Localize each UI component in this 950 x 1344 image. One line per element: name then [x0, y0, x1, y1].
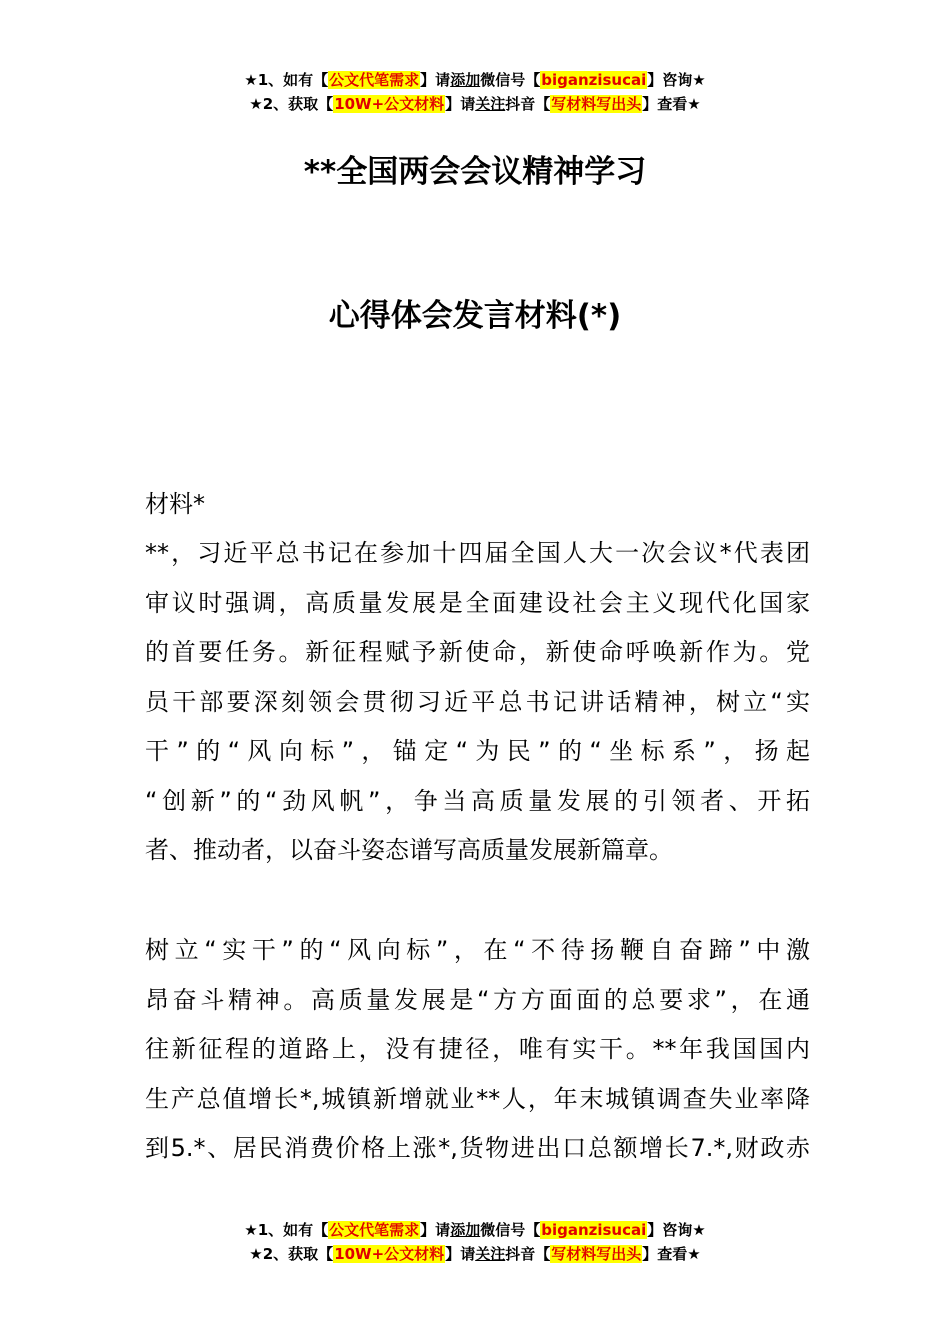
- banner-text: 抖音【: [505, 95, 551, 113]
- banner-highlight: 公文代笔需求: [329, 71, 420, 89]
- banner-text: 】咨询★: [647, 1221, 706, 1239]
- banner-text: ★1、如有【: [244, 71, 329, 89]
- text-line: 到5.*、居民消费价格上涨*,货物进出口总额增长7.*,财政赤: [145, 1134, 810, 1162]
- banner-text: 】请: [420, 1221, 451, 1239]
- banner-text: 微信号【: [480, 71, 541, 89]
- banner-text: ★2、获取【: [249, 95, 334, 113]
- banner-underlined: 添加: [450, 71, 481, 89]
- paragraph-2: [145, 926, 810, 1174]
- footer-banner: [0, 1218, 950, 1266]
- text-line: 生产总值增长*,城镇新增就业**人，年末城镇调查失业率降: [145, 1084, 810, 1113]
- banner-text: 抖音【: [505, 1245, 551, 1263]
- banner-highlight: biganzisucai: [541, 71, 647, 89]
- header-banner: [0, 68, 950, 116]
- banner-highlight: 写材料写出头: [551, 1245, 642, 1263]
- banner-line-1: [0, 68, 950, 92]
- text-line: 昂奋斗精神。高质量发展是“方方面面的总要求”，在通: [145, 985, 810, 1014]
- banner-highlight: biganzisucai: [541, 1221, 647, 1239]
- banner-line-1: [0, 1218, 950, 1242]
- text-line: 的首要任务。新征程赋予新使命，新使命呼唤新作为。党: [145, 638, 810, 666]
- text-line: 干”的“风向标”，锚定“为民”的“坐标系”，扬起: [145, 737, 810, 765]
- text-line: **，习近平总书记在参加十四届全国人大一次会议*代表团: [145, 539, 810, 567]
- banner-underlined: 关注: [475, 95, 506, 113]
- banner-underlined: 添加: [450, 1221, 481, 1239]
- banner-line-2: [0, 92, 950, 116]
- banner-text: 】查看★: [642, 95, 701, 113]
- text-line: 审议时强调，高质量发展是全面建设社会主义现代化国家: [145, 588, 810, 617]
- text-line: 树立“实干”的“风向标”，在“不待扬鞭自奋蹄”中激: [145, 936, 810, 964]
- text-line: 员干部要深刻领会贯彻习近平总书记讲话精神，树立“实: [145, 687, 810, 716]
- banner-highlight: 10W+公文材料: [334, 1245, 445, 1263]
- banner-text: 】请: [445, 1245, 476, 1263]
- banner-text: ★1、如有【: [244, 1221, 329, 1239]
- banner-text: 】咨询★: [647, 71, 706, 89]
- banner-highlight: 10W+公文材料: [334, 95, 445, 113]
- banner-text: ★2、获取【: [249, 1245, 334, 1263]
- banner-highlight: 公文代笔需求: [329, 1221, 420, 1239]
- document-subtitle: 心得体会发言材料(*): [328, 298, 622, 334]
- banner-text: 】请: [445, 95, 476, 113]
- banner-text: 】查看★: [642, 1245, 701, 1263]
- text-line: 往新征程的道路上，没有捷径，唯有实干。**年我国国内: [145, 1035, 810, 1063]
- banner-text: 】请: [420, 71, 451, 89]
- banner-underlined: 关注: [475, 1245, 506, 1263]
- section-label: 材料*: [145, 490, 205, 518]
- document-title: **全国两会会议精神学习: [303, 154, 647, 190]
- text-line: 者、推动者，以奋斗姿态谱写高质量发展新篇章。: [145, 836, 673, 864]
- text-line: “创新”的“劲风帆”，争当高质量发展的引领者、开拓: [145, 786, 810, 815]
- banner-text: 微信号【: [480, 1221, 541, 1239]
- paragraph-1: [145, 529, 810, 876]
- banner-highlight: 写材料写出头: [551, 95, 642, 113]
- banner-line-2: [0, 1242, 950, 1266]
